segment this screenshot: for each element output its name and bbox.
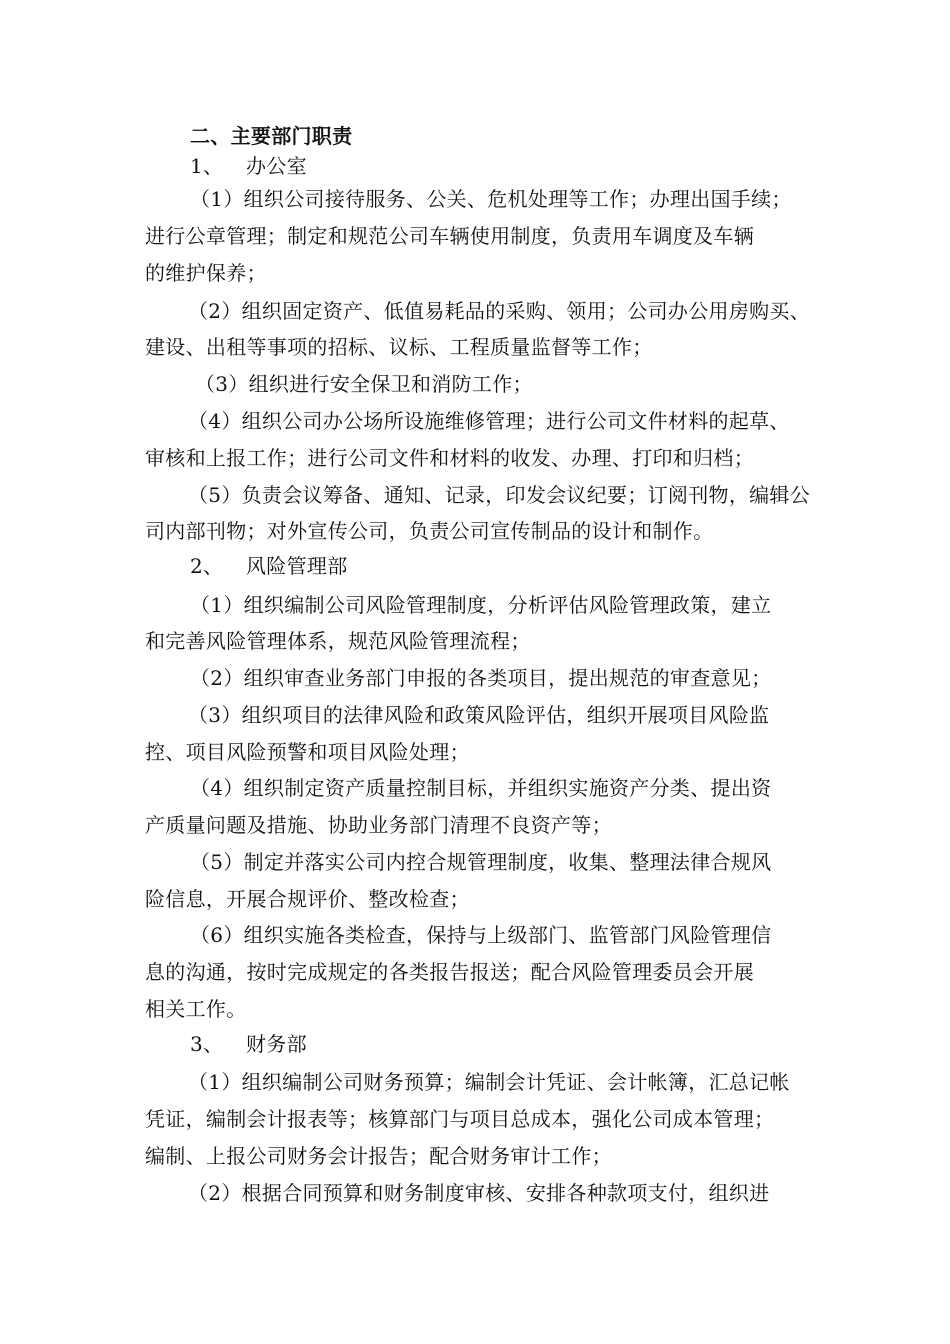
department-heading-risk bbox=[190, 553, 880, 579]
paragraph-line: 产质量问题及措施、协助业务部门清理不良资产等； bbox=[145, 813, 612, 837]
paragraph-line: 编制、上报公司财务会计报告；配合财务审计工作； bbox=[145, 1144, 612, 1168]
paragraph-line: （3）组织进行安全保卫和消防工作； bbox=[195, 372, 533, 396]
paragraph-line: （5）制定并落实公司内控合规管理制度，收集、整理法律合规风 bbox=[190, 850, 772, 874]
section-title: 二、主要部门职责 bbox=[190, 124, 353, 148]
department-number: 2、 bbox=[190, 554, 224, 578]
paragraph-line: （6）组织实施各类检查，保持与上级部门、监管部门风险管理信 bbox=[190, 923, 772, 947]
department-name: 办公室 bbox=[246, 154, 307, 178]
department-name: 风险管理部 bbox=[246, 554, 348, 578]
department-number: 3、 bbox=[190, 1032, 224, 1056]
paragraph-line: 审核和上报工作；进行公司文件和材料的收发、办理、打印和归档； bbox=[145, 446, 754, 470]
department-heading-office bbox=[190, 153, 880, 179]
paragraph-line: 司内部刊物；对外宣传公司，负责公司宣传制品的设计和制作。 bbox=[145, 519, 714, 543]
paragraph-line: 和完善风险管理体系，规范风险管理流程； bbox=[145, 629, 531, 653]
department-heading-finance bbox=[190, 1031, 880, 1057]
paragraph-line: （1）组织编制公司风险管理制度，分析评估风险管理政策，建立 bbox=[190, 593, 772, 617]
paragraph-line: 息的沟通，按时完成规定的各类报告报送；配合风险管理委员会开展 bbox=[145, 960, 754, 984]
paragraph-line: （3）组织项目的法律风险和政策风险评估，组织开展项目风险监 bbox=[188, 703, 770, 727]
paragraph-line: （2）根据合同预算和财务制度审核、安排各种款项支付，组织进 bbox=[188, 1181, 770, 1205]
paragraph-line: （2）组织固定资产、低值易耗品的采购、领用；公司办公用房购买、 bbox=[188, 299, 811, 323]
paragraph-line: 凭证，编制会计报表等；核算部门与项目总成本，强化公司成本管理； bbox=[145, 1107, 775, 1131]
paragraph-line: （1）组织编制公司财务预算；编制会计凭证、会计帐簿，汇总记帐 bbox=[188, 1070, 790, 1094]
paragraph-line: （4）组织制定资产质量控制目标，并组织实施资产分类、提出资 bbox=[190, 776, 772, 800]
paragraph-line: （1）组织公司接待服务、公关、危机处理等工作；办理出国手续； bbox=[190, 187, 792, 211]
paragraph-line: 险信息，开展合规评价、整改检查； bbox=[145, 887, 470, 911]
department-number: 1、 bbox=[190, 154, 224, 178]
paragraph-line: 相关工作。 bbox=[145, 997, 247, 1021]
department-name: 财务部 bbox=[246, 1032, 307, 1056]
paragraph-line: （4）组织公司办公场所设施维修管理；进行公司文件材料的起草、 bbox=[188, 409, 790, 433]
paragraph-line: （2）组织审查业务部门申报的各类项目，提出规范的审查意见； bbox=[190, 666, 772, 690]
paragraph-line: （5）负责会议筹备、通知、记录，印发会议纪要；订阅刊物，编辑公 bbox=[188, 483, 811, 507]
paragraph-line: 建设、出租等事项的招标、议标、工程质量监督等工作； bbox=[145, 335, 653, 359]
paragraph-line: 进行公章管理；制定和规范公司车辆使用制度，负责用车调度及车辆 bbox=[145, 224, 754, 248]
paragraph-line: 的维护保养； bbox=[145, 261, 267, 285]
paragraph-line: 控、项目风险预警和项目风险处理； bbox=[145, 740, 470, 764]
